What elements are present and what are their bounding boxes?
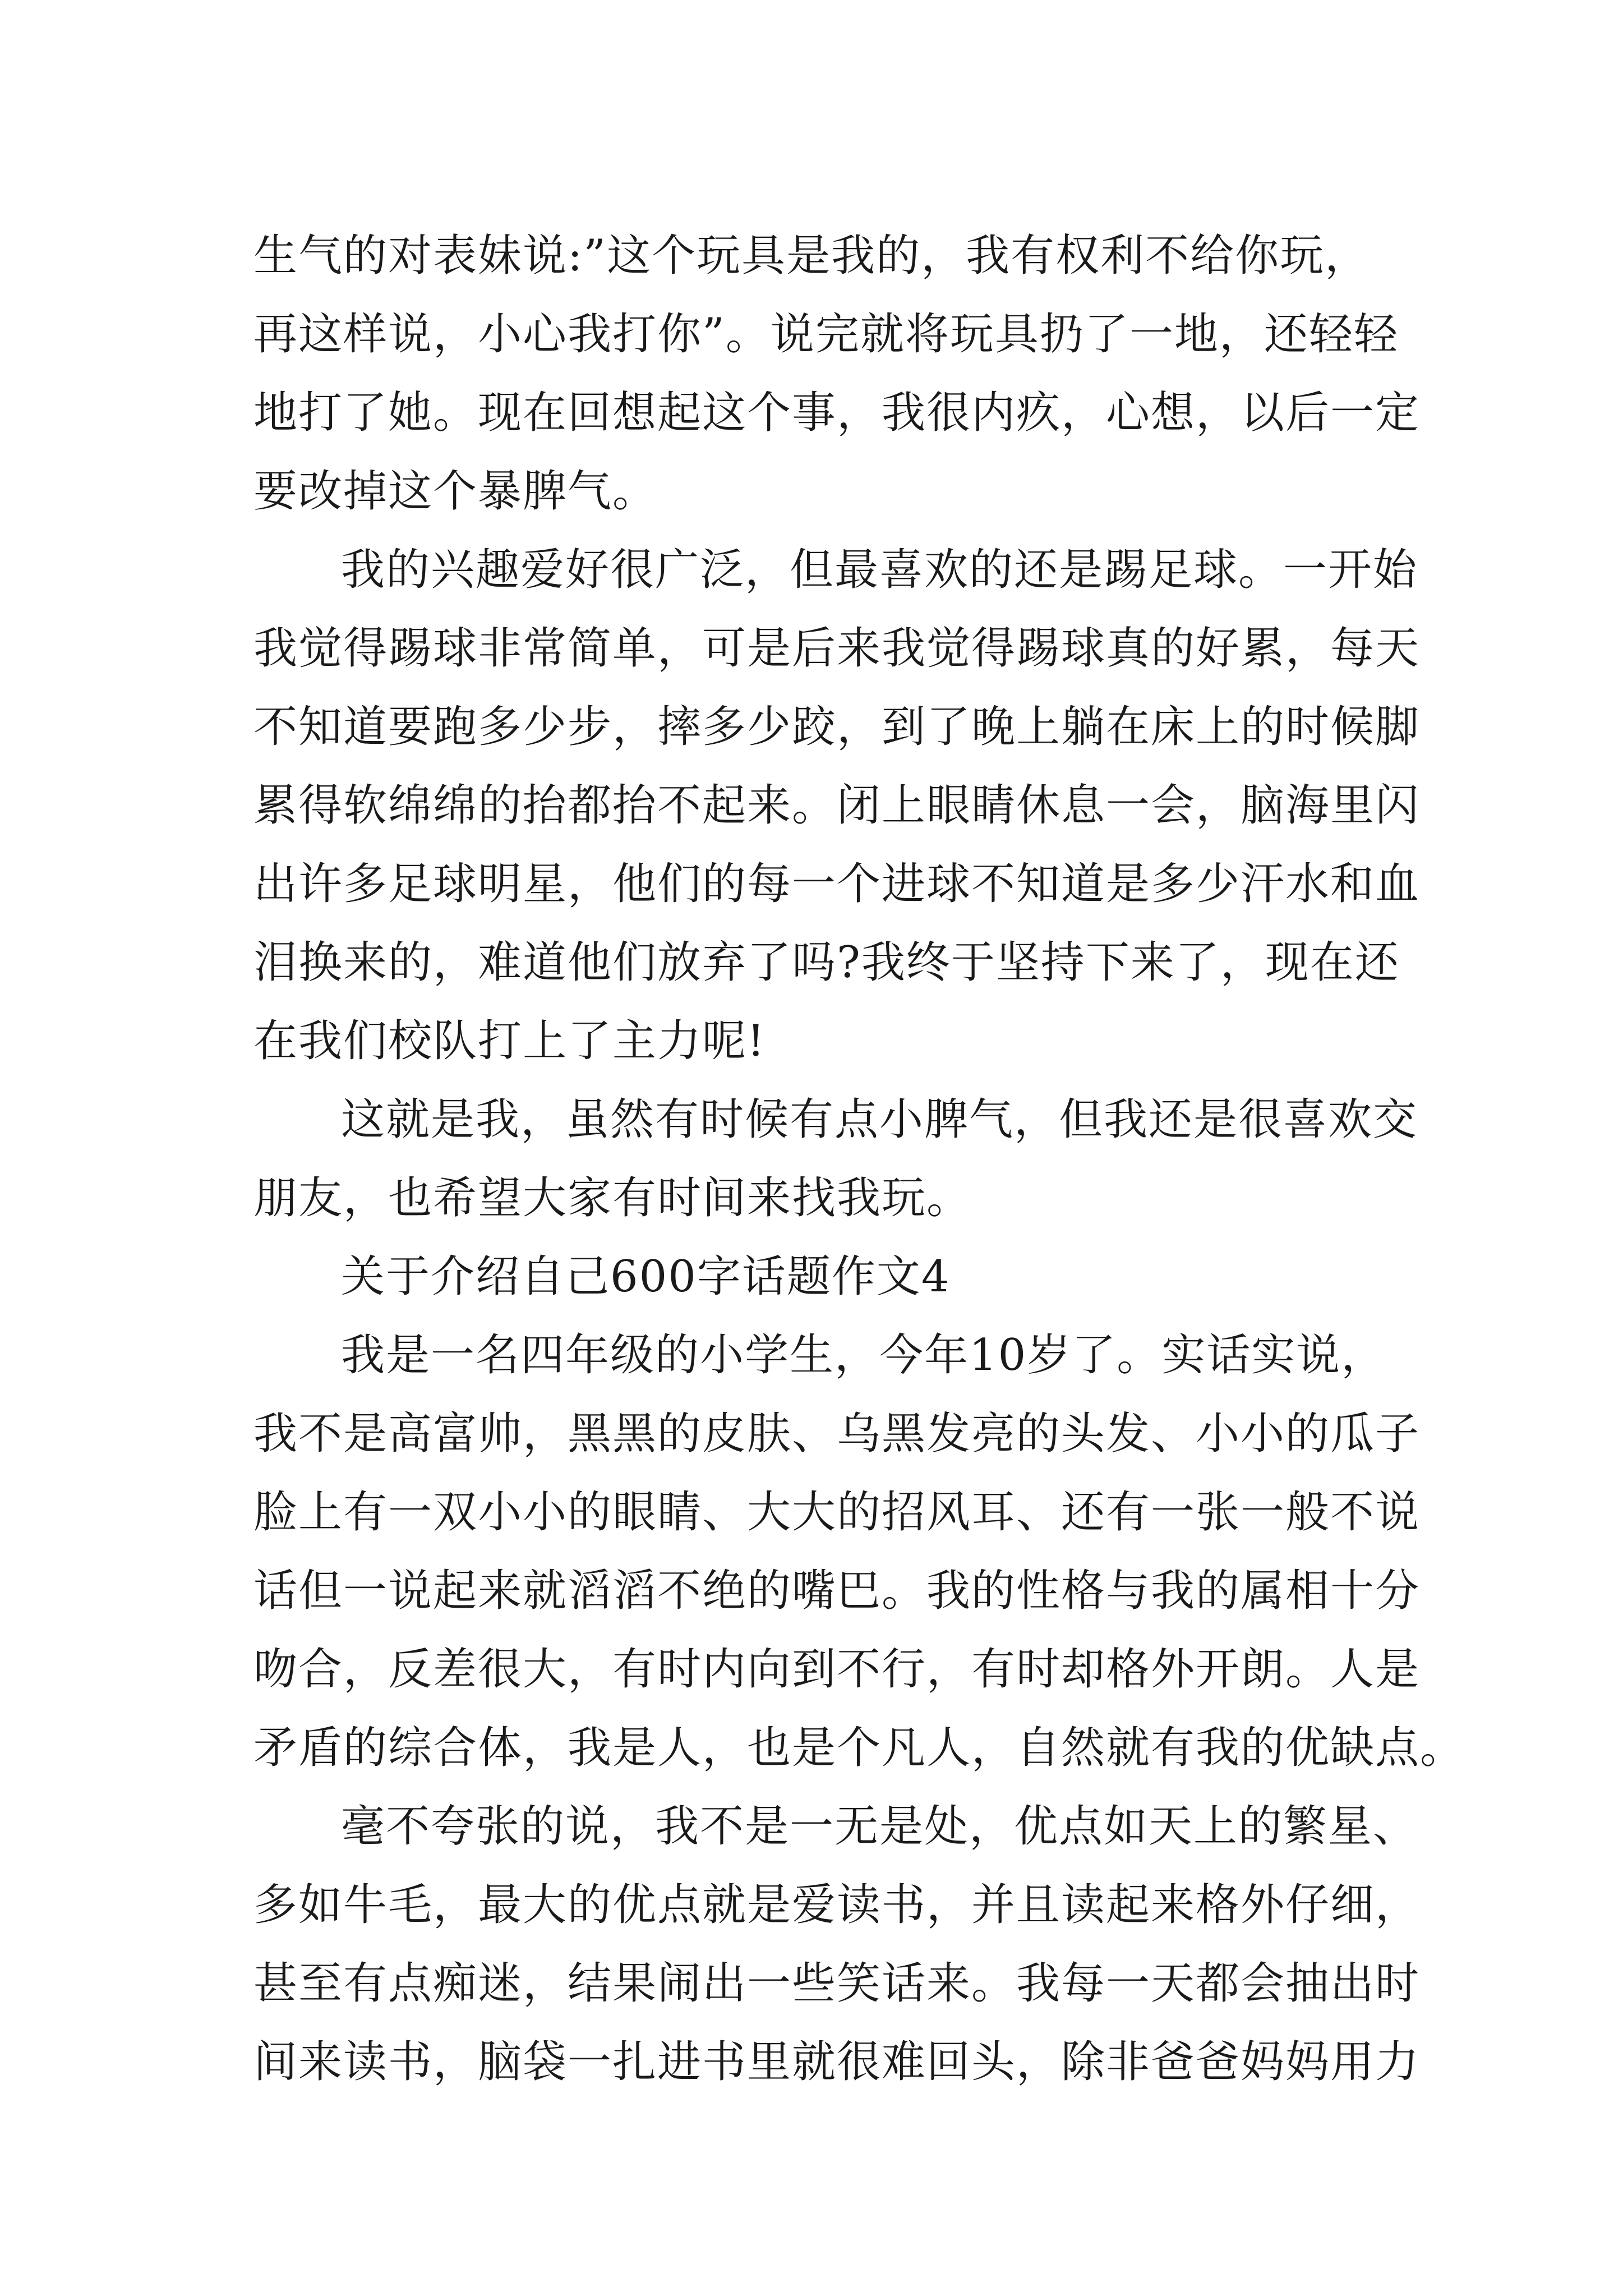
- text-line: 出许多足球明星，他们的每一个进球不知道是多少汗水和血: [253, 859, 1421, 909]
- document-body: [253, 217, 1465, 2101]
- text-line: 这就是我，虽然有时候有点小脾气，但我还是很喜欢交: [341, 1094, 1418, 1145]
- text-line: 关于介绍自己600字话题作文4: [341, 1251, 951, 1302]
- text-line: 间来读书，脑袋一扎进书里就很难回头，除非爸爸妈妈用力: [253, 2037, 1421, 2087]
- text-line: 地打了她。现在回想起这个事，我很内疚，心想，以后一定: [253, 388, 1421, 438]
- text-line: 我是一名四年级的小学生，今年10岁了。实话实说，: [341, 1330, 1386, 1381]
- text-line: 甚至有点痴迷，结果闹出一些笑话来。我每一天都会抽出时: [253, 1958, 1421, 2009]
- text-line: 毫不夸张的说，我不是一无是处，优点如天上的繁星、: [341, 1801, 1418, 1852]
- text-line: 我的兴趣爱好很广泛，但最喜欢的还是踢足球。一开始: [341, 545, 1418, 595]
- text-line: 累得软绵绵的抬都抬不起来。闭上眼睛休息一会，脑海里闪: [253, 780, 1421, 831]
- text-line: 多如牛毛，最大的优点就是爱读书，并且读起来格外仔细，: [253, 1880, 1421, 1930]
- text-line: 不知道要跑多少步，摔多少跤，到了晚上躺在床上的时候脚: [253, 702, 1421, 752]
- text-line: 我不是高富帅，黑黑的皮肤、乌黑发亮的头发、小小的瓜子: [253, 1409, 1421, 1459]
- text-line: 再这样说，小心我打你”。说完就将玩具扔了一地，还轻轻: [253, 309, 1399, 360]
- text-line: 吻合，反差很大，有时内向到不行，有时却格外开朗。人是: [253, 1644, 1421, 1695]
- text-line: 生气的对表妹说:”这个玩具是我的，我有权利不给你玩，: [253, 231, 1370, 281]
- text-line: 矛盾的综合体，我是人，也是个凡人，自然就有我的优缺点。: [253, 1723, 1465, 1773]
- text-line: 话但一说起来就滔滔不绝的嘴巴。我的性格与我的属相十分: [253, 1566, 1421, 1616]
- text-line: 脸上有一双小小的眼睛、大大的招风耳、还有一张一般不说: [253, 1487, 1421, 1538]
- text-line: 我觉得踢球非常简单，可是后来我觉得踢球真的好累，每天: [253, 623, 1421, 674]
- text-line: 在我们校队打上了主力呢!: [253, 1016, 766, 1066]
- text-line: 朋友，也希望大家有时间来找我玩。: [253, 1173, 972, 1223]
- text-line: 泪换来的，难道他们放弃了吗?我终于坚持下来了，现在还: [253, 937, 1400, 988]
- text-line: 要改掉这个暴脾气。: [253, 466, 658, 517]
